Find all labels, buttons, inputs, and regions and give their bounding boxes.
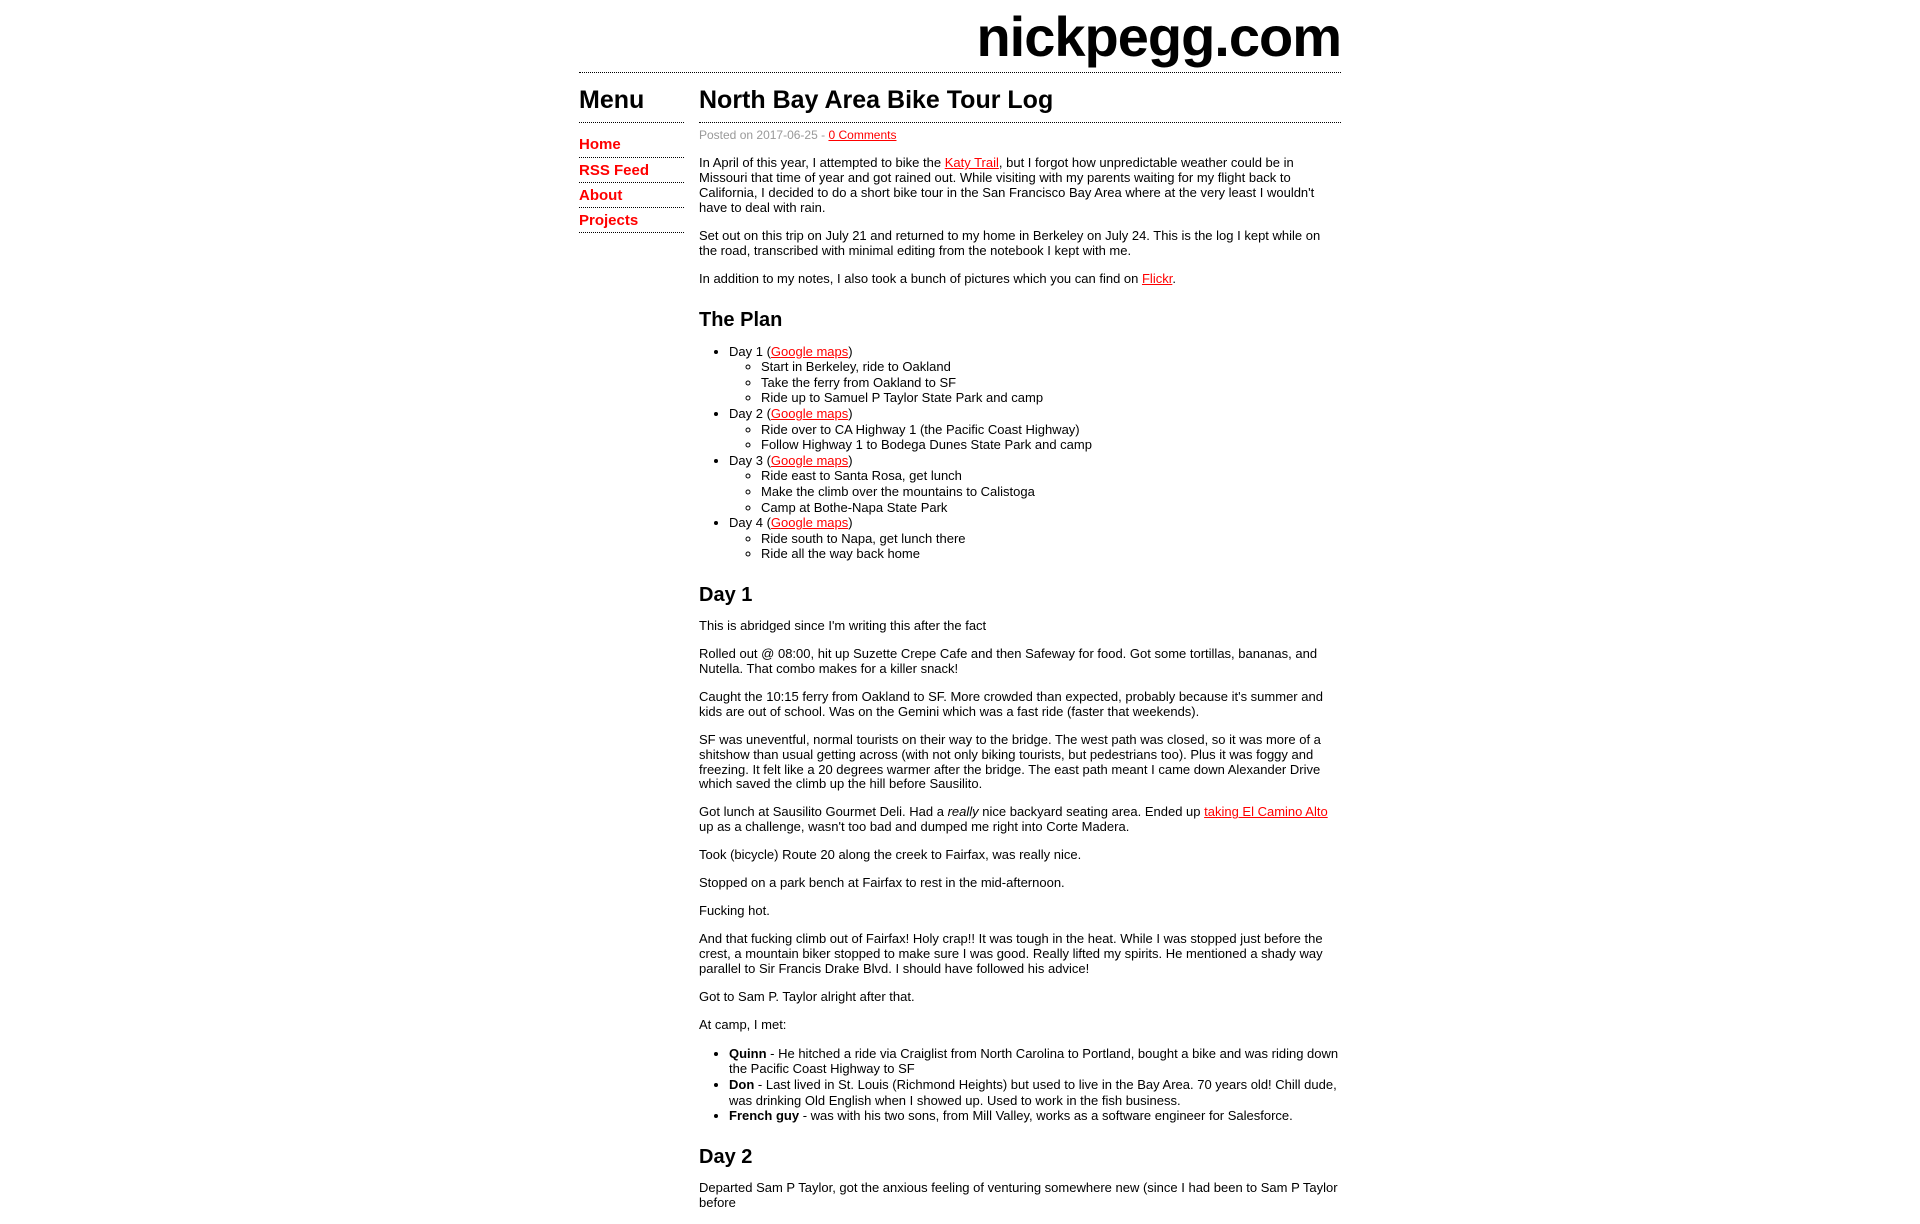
sub-list-item: ◦ Ride all the way back home (761, 546, 1341, 562)
flickr-link[interactable]: Flickr (1141, 270, 1173, 286)
sub-list-item: ◦ Ride over to CA Highway 1 (the Pacific Coast Highway) (761, 422, 1341, 438)
menu-heading: Menu (579, 87, 684, 124)
sidebar (579, 87, 684, 234)
paragraph: Got to Sam P. Taylor alright after that. (699, 988, 915, 1004)
paragraph: Caught the 10:15 ferry from Oakland to SF. More crowded than expected, probably because it's summer and kids are out of school. Was on the Gemini which was a fast ride (faster that weekends). (699, 688, 1323, 719)
section-heading: Day 1 (699, 583, 753, 606)
paragraph: Rolled out @ 08:00, hit up Suzette Crepe Cafe and then Safeway for food. Got some tortillas, bananas, and Nutella. That combo makes for a killer snack! (699, 645, 1318, 676)
list-item: • Day 3 (Google maps) ◦ Ride east to Santa Rosa, get lunch ◦ Make the climb over the mountains to Calistoga ◦ Camp at Bothe-Napa State Park (729, 453, 1341, 515)
list-item: • Day 2 (Google maps) ◦ Ride over to CA Highway 1 (the Pacific Coast Highway) ◦ Follow Highway 1 to Bodega Dunes State Park and camp (729, 406, 1341, 453)
paragraph: Set out on this trip on July 21 and returned to my home in Berkeley on July 24. This is the log I kept while on the road, transcribed with minimal editing from the notebook I kept with me. (699, 227, 1321, 258)
menu-item (579, 132, 684, 157)
sub-list-item: ◦ Start in Berkeley, ride to Oakland (761, 359, 1341, 375)
google-maps-day1-link[interactable]: Google maps (770, 343, 849, 359)
menu-list (579, 132, 684, 233)
paragraph: Departed Sam P Taylor, got the anxious feeling of venturing somewhere new (since I had been to Sam P Taylor before (699, 1179, 1338, 1210)
site-header (579, 5, 1341, 73)
google-maps-day4-link[interactable]: Google maps (770, 515, 849, 531)
sub-list (729, 468, 1341, 515)
google-maps-day3-link[interactable]: Google maps (770, 452, 849, 468)
section-heading: The Plan (699, 308, 783, 331)
sub-list-item: ◦ Ride up to Samuel P Taylor State Park and camp (761, 390, 1341, 406)
paragraph: Fucking hot. (699, 903, 770, 919)
post-title: North Bay Area Bike Tour Log (699, 87, 1341, 124)
list-item: • Quinn - He hitched a ride via Craiglist from North Carolina to Portland, bought a bike and was riding down the Pacific Coast Highway to SF (729, 1046, 1341, 1077)
menu-nav (579, 132, 684, 233)
paragraph: SF was uneventful, normal tourists on their way to the bridge. The west path was closed, so it was more of a shitshow than usual getting across (with not only biking tourists, but pedestrians too). Plus it was foggy and freezing. It felt like a 20 degrees warmer after the bridge. The east path meant I came down Alexander Drive which saved the climb up the hill before Sausilito. (699, 731, 1321, 792)
paragraph: Got lunch at Sausilito Gourmet Deli. Had a really nice backyard seating area. Ended up taking El Camino Alto up as a challenge, wasn't too bad and dumped me right into Corte Madera. (699, 804, 1328, 835)
two-column-layout (579, 87, 1341, 1211)
bold-text: Don (729, 1076, 755, 1092)
list-item: • Don - Last lived in St. Louis (Richmond Heights) but used to live in the Bay Area. 70 years old! Chill dude, was drinking Old English when I showed up. Used to work in the fish business. (729, 1077, 1341, 1108)
list-item: • French guy - was with his two sons, from Mill Valley, works as a software engineer for Salesforce. (729, 1108, 1341, 1124)
menu-item (579, 158, 684, 183)
meta-separator: - (821, 128, 826, 143)
sub-list-item: ◦ Ride east to Santa Rosa, get lunch (761, 468, 1341, 484)
post-article (699, 87, 1341, 1211)
paragraph: Took (bicycle) Route 20 along the creek to Fairfax, was really nice. (699, 847, 1082, 863)
list-item: • Day 1 (Google maps) ◦ Start in Berkeley, ride to Oakland ◦ Take the ferry from Oakland to SF ◦ Ride up to Samuel P Taylor State Park and camp (729, 344, 1341, 406)
paragraph: In April of this year, I attempted to bike the Katy Trail, but I forgot how unpredictable weather could be in Missouri that time of year and got rained out. While visiting with my parents waiting for my flight back to California, I decided to do a short bike tour in the San Francisco Bay Area where at the very least I wouldn't have to deal with rain. (699, 155, 1315, 215)
sub-list (729, 531, 1341, 562)
menu-link-rss-feed[interactable]: RSS Feed (579, 161, 650, 179)
paragraph: At camp, I met: (699, 1016, 787, 1032)
comments-link[interactable]: 0 Comments (828, 128, 897, 143)
menu-link-home[interactable]: Home (579, 136, 621, 154)
camp-people-list (699, 1046, 1341, 1124)
post-body (699, 156, 1341, 1211)
menu-item (579, 183, 684, 208)
katy-trail-link[interactable]: Katy Trail (944, 155, 999, 171)
bold-text: French guy (729, 1108, 800, 1124)
sub-list-item: ◦ Take the ferry from Oakland to SF (761, 375, 1341, 391)
italic-text: really (947, 804, 979, 820)
paragraph: Stopped on a park bench at Fairfax to rest in the mid-afternoon. (699, 875, 1065, 891)
paragraph: This is abridged since I'm writing this after the fact (699, 617, 987, 633)
menu-item (579, 208, 684, 233)
sub-list-item: ◦ Make the climb over the mountains to Calistoga (761, 484, 1341, 500)
google-maps-day2-link[interactable]: Google maps (770, 406, 849, 422)
sub-list-item: ◦ Ride south to Napa, get lunch there (761, 531, 1341, 547)
post-meta (699, 129, 1341, 143)
el-camino-alto-link[interactable]: taking El Camino Alto (1204, 804, 1328, 820)
menu-link-projects[interactable]: Projects (579, 212, 639, 230)
posted-prefix: Posted on (699, 128, 754, 143)
bold-text: Quinn (729, 1045, 767, 1061)
sub-list-item: ◦ Camp at Bothe-Napa State Park (761, 500, 1341, 516)
site-title[interactable]: nickpegg.com (976, 5, 1341, 68)
sub-list-item: ◦ Follow Highway 1 to Bodega Dunes State Park and camp (761, 437, 1341, 453)
paragraph: In addition to my notes, I also took a bunch of pictures which you can find on Flickr. (699, 270, 1176, 286)
section-heading: Day 2 (699, 1145, 753, 1168)
paragraph: And that fucking climb out of Fairfax! Holy crap!! It was tough in the heat. While I was stopped just before the crest, a mountain biker stopped to make sure I was good. Really lifted my spirits. He mentioned a shady way parallel to Sir Francis Drake Blvd. I should have followed his advice! (699, 931, 1323, 976)
list-item: • Day 4 (Google maps) ◦ Ride south to Napa, get lunch there ◦ Ride all the way back home (729, 515, 1341, 562)
sub-list (729, 422, 1341, 453)
sub-list (729, 359, 1341, 406)
plan-list (699, 344, 1341, 562)
page-container (579, 5, 1341, 1211)
menu-link-about[interactable]: About (579, 186, 623, 204)
post-date: 2017-06-25 (756, 128, 818, 143)
